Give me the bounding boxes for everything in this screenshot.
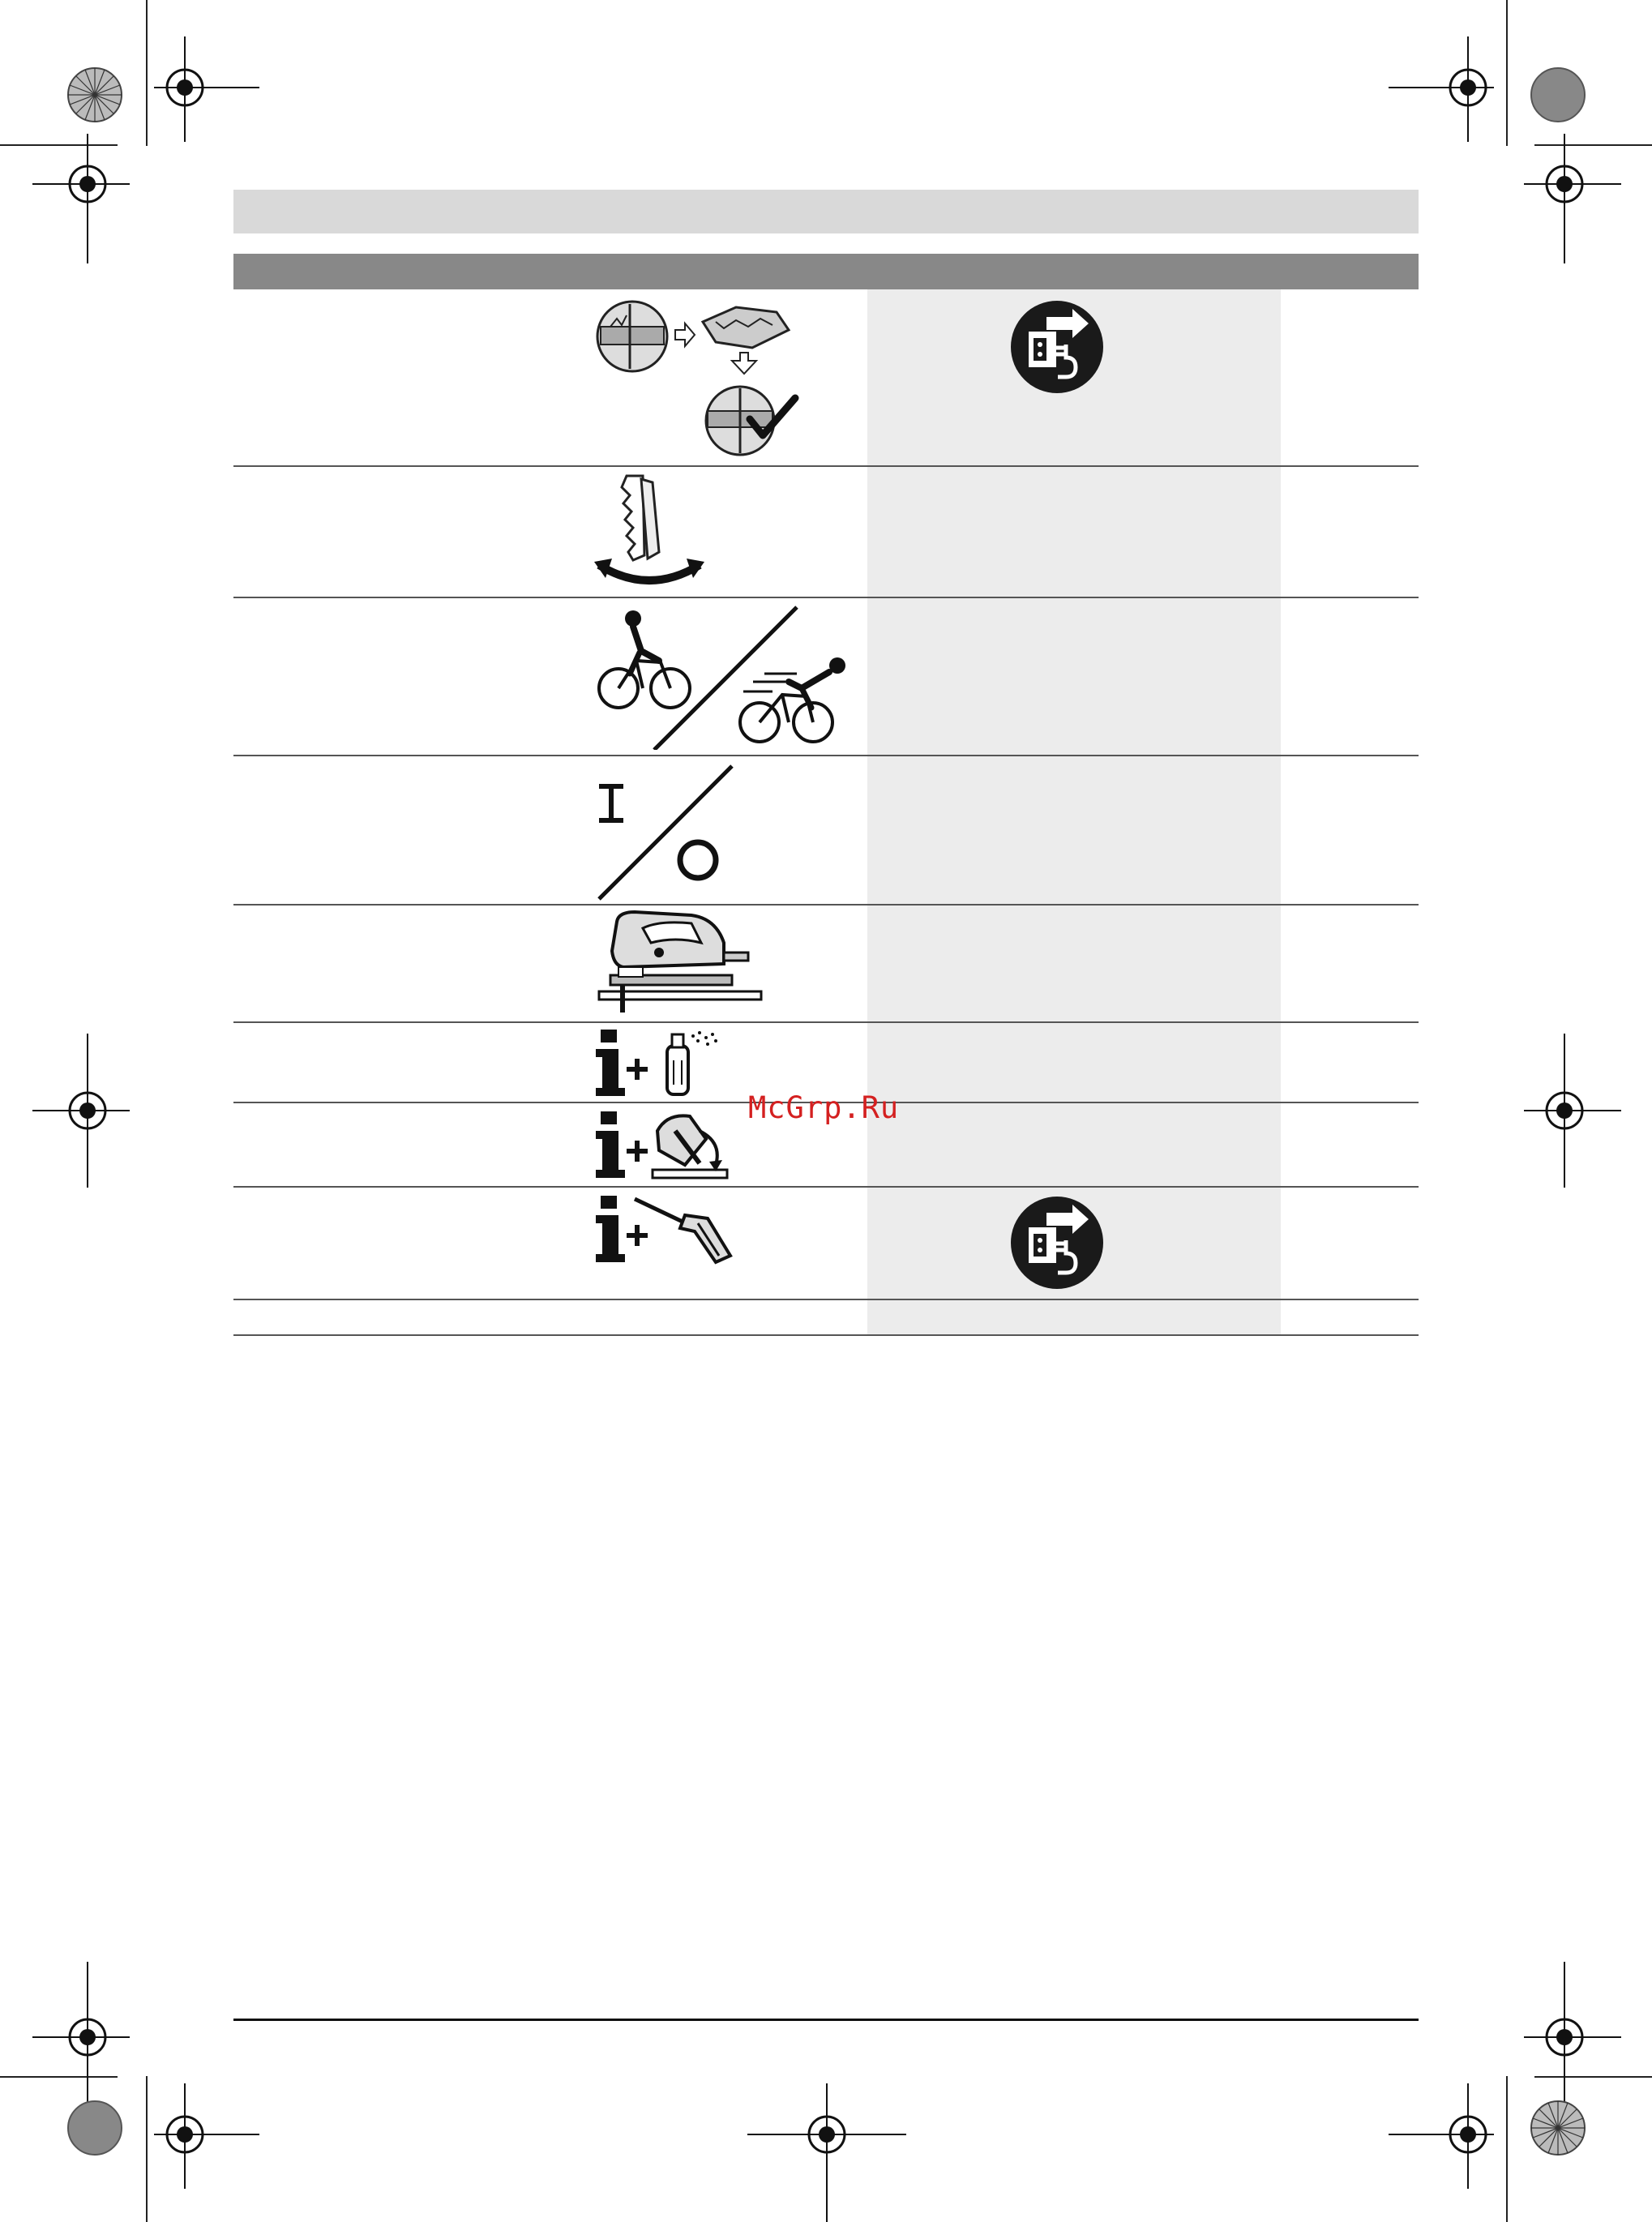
unplug-icon [1009, 299, 1105, 395]
footer-rule [233, 2019, 1419, 2021]
row-divider [233, 1299, 1419, 1300]
registration-mark-icon [32, 1962, 130, 2116]
watermark: McGrp.Ru [748, 1090, 900, 1125]
registration-mark-icon [32, 1034, 130, 1188]
registration-mark-icon [1524, 134, 1621, 263]
registration-mark-icon [746, 2083, 908, 2222]
trim-mark [146, 0, 148, 146]
registration-mark-icon [1389, 36, 1494, 142]
trim-mark [1506, 2076, 1508, 2222]
shaded-column [867, 289, 1281, 1335]
row-divider [233, 465, 1419, 467]
info-dust-blower-icon [594, 1107, 732, 1184]
on-off-switch-icon [594, 764, 740, 902]
registration-mark-icon [1524, 1962, 1621, 2116]
table-header-bar [233, 254, 1419, 289]
row-divider [233, 1334, 1419, 1336]
sunburst-calibration-icon [1530, 2100, 1586, 2156]
pendulum-blade-icon [594, 474, 708, 592]
info-spray-icon [594, 1028, 724, 1099]
row-divider [233, 597, 1419, 598]
unplug-icon [1009, 1195, 1105, 1291]
row-divider [233, 1021, 1419, 1023]
jigsaw-on-workpiece-icon [594, 910, 764, 1016]
trim-mark [146, 2076, 148, 2222]
gray-calibration-icon [1530, 66, 1586, 123]
speed-slow-fast-icon [594, 604, 845, 750]
registration-mark-icon [1524, 1034, 1621, 1188]
blade-guide-insert-icon [594, 298, 801, 460]
registration-mark-icon [154, 36, 259, 142]
header-bar [233, 190, 1419, 233]
gray-calibration-icon [66, 2100, 123, 2156]
info-parallel-guide-icon [594, 1194, 736, 1267]
registration-mark-icon [154, 2083, 259, 2189]
row-divider [233, 1186, 1419, 1188]
row-divider [233, 755, 1419, 756]
registration-mark-icon [32, 134, 130, 263]
row-divider [233, 904, 1419, 905]
trim-mark [1506, 0, 1508, 146]
registration-mark-icon [1389, 2083, 1494, 2189]
sunburst-calibration-icon [66, 66, 123, 123]
